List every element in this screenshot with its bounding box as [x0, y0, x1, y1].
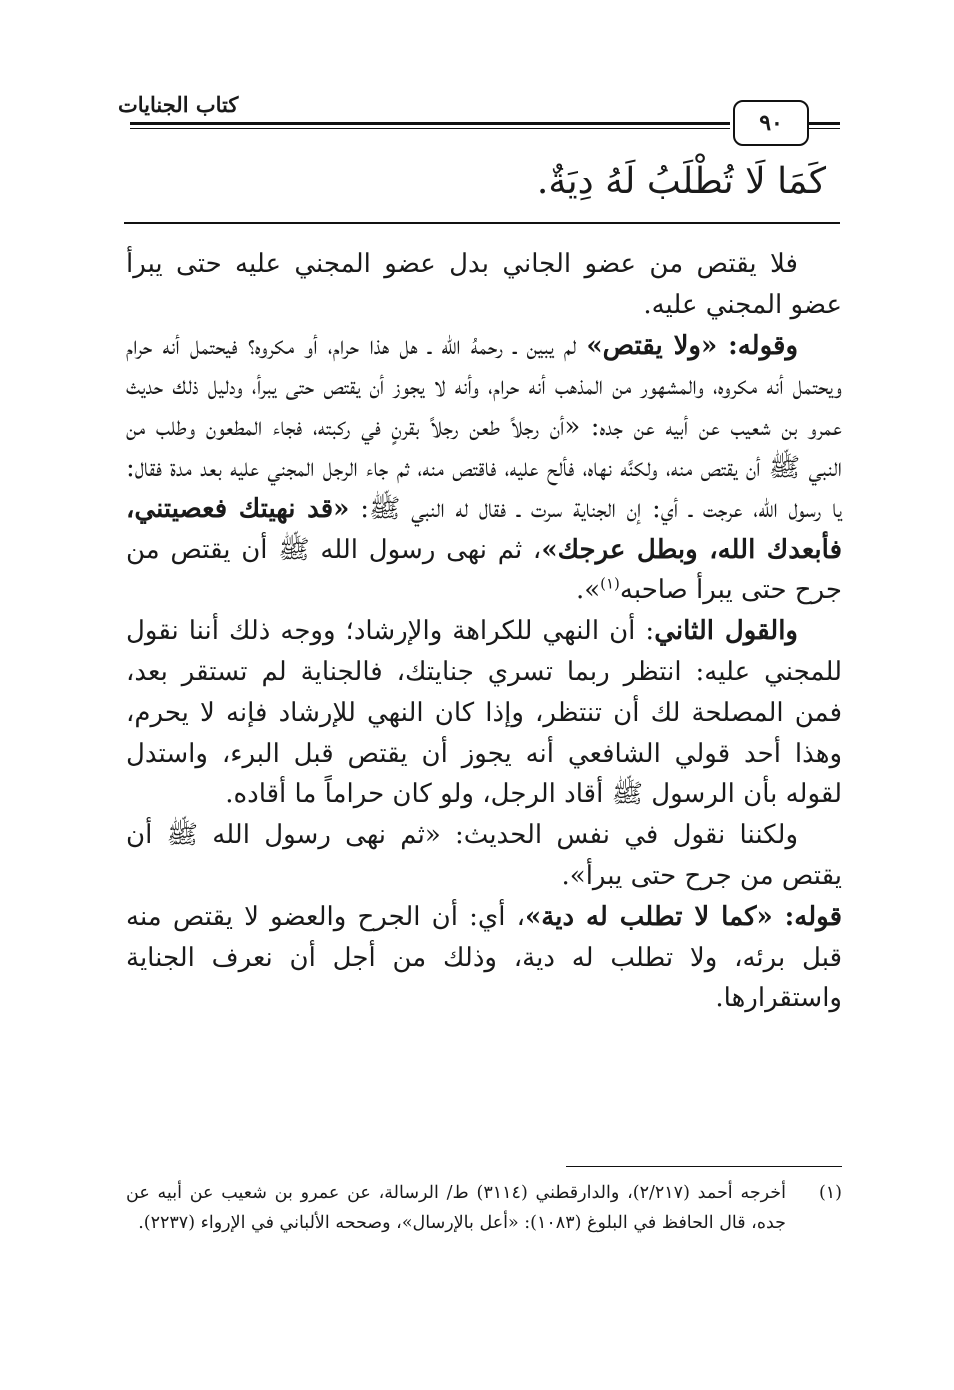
paragraph [126, 611, 842, 815]
paragraph-text-cont: ، ثم نهى رسول الله ﷺ أن يقتص من جرح حتى يبرأ صاحبه [126, 534, 842, 606]
matn-text: كَمَا لَا تُطْلَبُ لَهُ دِيَةٌ. [536, 161, 826, 202]
paragraph [126, 326, 842, 612]
paragraph-lead: والقول الثاني [654, 616, 798, 647]
header-rule [130, 122, 730, 125]
book-title: كتاب الجنايات [118, 92, 239, 117]
paragraph-end: ». [575, 575, 601, 606]
paragraph-lead: قوله: «كما لا تطلب له دية» [525, 901, 842, 932]
footnote-ref[interactable]: (١) [600, 574, 620, 593]
paragraph-text: ، أي: أن الجرح والعضو لا يقتص منه قبل برئه، ولا تطلب له دية، وذلك من أجل أن نعرف الجناية واستقرارها. [126, 901, 842, 1014]
header-rule-right-thin [808, 128, 840, 129]
hadith-quote: «قد نهيتك فعصيتني، فأبعدك الله، وبطل عرجك» [126, 493, 842, 565]
paragraph-text: : أن النهي للكراهة والإرشاد؛ ووجه ذلك أننا نقول للمجني عليه: انتظر ربما تسري جنايتك، فالجناية لم تستقر بعد، فمن المصلحة لك أن تنتظر، وإذا كان النهي للإرشاد فإنه لا يحرم، وهذا أحد قولي الشافعي أنه يجوز أن يقتص قبل البرء، واستدل لقوله بأن الرسول ﷺ أقاد الرجل، ولو كان حراماً ما أقاده. [126, 616, 842, 810]
footnote-text: أخرجه أحمد (٢/٢١٧)، والدارقطني (٣١١٤) ط/ الرسالة، عن عمرو بن شعيب عن أبيه عن جده، قال الحافظ في البلوغ (١٠٨٣): «أعل بالإرسال»، وصححه الألباني في الإرواء (٢٢٣٧). [126, 1183, 786, 1233]
matn-separator [124, 222, 840, 224]
commentary-body [126, 244, 842, 1019]
header-rule-right [808, 122, 840, 125]
paragraph-lead: وقوله: «ولا يقتص» [586, 330, 799, 361]
page-number: ٩٠ [733, 100, 809, 146]
footnote-separator [566, 1166, 842, 1167]
paragraph [126, 815, 842, 897]
paragraph-text: لم يبين ـ رحمهُ الله ـ هل هذا حرام، أو مكروه؟ فيحتمل أنه حرام ويحتمل أنه مكروه، والمشهور من المذهب أنه حرام، وأنه لا يجوز أن يقتص حتى يبرأ، ودليل ذلك حديث عمرو بن شعيب عن أبيه عن جده: «أن رجلاً طعن رجلاً بقرنٍ في ركبته، فجاء المطعون وطلب من النبي ﷺ أن يقتص منه، ولكنَّه نهاه، فألح عليه، فاقتص منه، ثم جاء الرجل المجني عليه بعد مدة فقال: يا رسول الله، عرجت ـ أي: إن الجناية سرت ـ فقال له النبي ﷺ: [126, 330, 842, 524]
footnote [126, 1178, 842, 1238]
header-rule-thin [130, 128, 730, 129]
footnote-number: (١) [818, 1183, 842, 1203]
paragraph [126, 897, 842, 1019]
paragraph [126, 244, 842, 326]
paragraph-text: فلا يقتص من عضو الجاني بدل عضو المجني عليه حتى يبرأ عضو المجني عليه. [126, 249, 842, 320]
paragraph-text: ولكننا نقول في نفس الحديث: «ثم نهى رسول الله ﷺ أن يقتص من جرح حتى يبرأ». [126, 820, 842, 891]
